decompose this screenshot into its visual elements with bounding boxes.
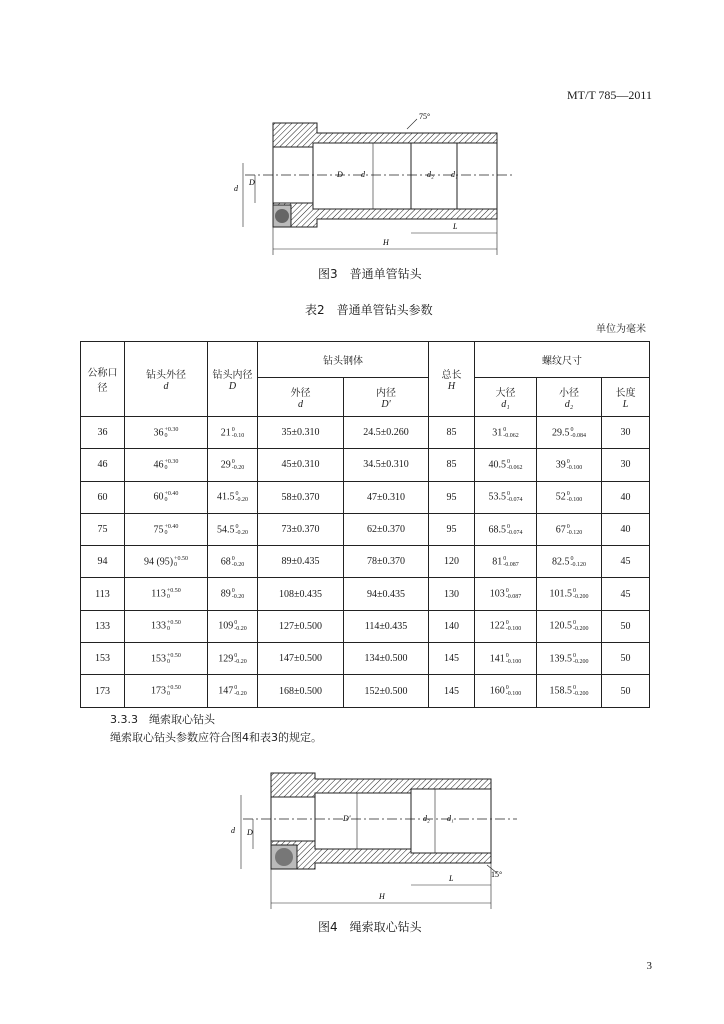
th-bit-od: 钻头外径 d (125, 342, 208, 417)
cell-bit-id-value: 68 (220, 556, 231, 568)
th-bit-id: 钻头内径 D (208, 342, 258, 417)
cell-total-len: 145 (429, 675, 475, 707)
cell-bit-od-tolerance: +0.50 0 (174, 555, 189, 568)
cell-bit-od (125, 417, 208, 449)
figure3-caption: 图3 普通单管钻头 (318, 267, 422, 281)
cell-major-tolerance: 0 -0.074 (507, 491, 523, 504)
cell-nominal: 60 (81, 481, 125, 513)
cell-minor-tolerance: 0 -0.200 (573, 588, 589, 601)
cell-body-od: 108±0.435 (258, 578, 344, 610)
table-row (81, 417, 650, 449)
cell-major (475, 481, 537, 513)
cell-bit-od-value: 173 (151, 685, 167, 697)
cell-length: 30 (602, 449, 650, 481)
cell-bit-od (125, 481, 208, 513)
th-body-id: 内径 D' (344, 378, 429, 417)
cell-bit-od-tolerance: +0.50 0 (166, 588, 181, 601)
fig3-label-d: d (361, 170, 365, 179)
fig3-label-H: H (383, 238, 389, 247)
table-row (81, 675, 650, 707)
table2 (80, 341, 650, 708)
cell-bit-id (208, 610, 258, 642)
cell-bit-id (208, 675, 258, 707)
table-row (81, 610, 650, 642)
cell-total-len: 95 (429, 481, 475, 513)
th-body: 钻头钢体 (258, 342, 429, 378)
cell-bit-od-value: 46 (153, 459, 164, 471)
cell-body-od: 45±0.310 (258, 449, 344, 481)
cell-bit-od-value: 60 (153, 491, 164, 503)
th-nominal: 公称口径 (81, 342, 125, 417)
section-heading: 3.3.3 绳索取心钻头 (110, 713, 215, 726)
cell-major-value: 160 (489, 685, 505, 697)
fig4-label-d: d (231, 826, 235, 835)
fig4-label-D: D (247, 828, 253, 837)
cell-body-id: 114±0.435 (344, 610, 429, 642)
cell-length: 40 (602, 513, 650, 545)
fig3-label-D-left: D (249, 178, 255, 187)
cell-length: 50 (602, 610, 650, 642)
cell-body-id: 134±0.500 (344, 643, 429, 675)
fig3-bottom-wall (273, 203, 497, 227)
cell-nominal: 46 (81, 449, 125, 481)
standard-code: MT/T 785—2011 (566, 88, 652, 102)
cell-minor-value: 52 (555, 491, 566, 503)
cell-major-value: 68.5 (488, 523, 506, 535)
table-row (81, 449, 650, 481)
cell-body-od: 147±0.500 (258, 643, 344, 675)
cell-bit-od (125, 675, 208, 707)
page-number: 3 (646, 960, 652, 972)
cell-body-id: 62±0.370 (344, 513, 429, 545)
th-total-len: 总长 H (429, 342, 475, 417)
cell-minor-tolerance: 0 -0.200 (573, 620, 589, 633)
fig4-label-D-inner: D' (343, 814, 351, 823)
section-body: 绳索取心钻头参数应符合图4和表3的规定。 (110, 731, 322, 744)
cell-nominal: 94 (81, 546, 125, 578)
cell-nominal: 133 (81, 610, 125, 642)
cell-major (475, 578, 537, 610)
table-row (81, 481, 650, 513)
cell-bit-od-tolerance: +0.30 0 (164, 426, 179, 439)
cell-major-value: 81 (492, 556, 503, 568)
cell-nominal: 75 (81, 513, 125, 545)
cell-minor-value: 139.5 (549, 653, 572, 665)
cell-bit-id (208, 643, 258, 675)
cell-body-id: 34.5±0.310 (344, 449, 429, 481)
th-length: 长度 L (602, 378, 650, 417)
fig3-top-wall (273, 123, 497, 147)
cell-bit-od-value: 36 (153, 426, 164, 438)
cell-length: 50 (602, 643, 650, 675)
cell-bit-id (208, 513, 258, 545)
cell-major (475, 417, 537, 449)
cell-bit-id (208, 578, 258, 610)
cell-minor-tolerance: 0 -0.200 (573, 652, 589, 665)
table2-unit: 单位为毫米 (596, 324, 646, 335)
table-row (81, 546, 650, 578)
th-thread: 螺纹尺寸 (475, 342, 650, 378)
cell-bit-id-tolerance: 0 -0.20 (234, 685, 247, 698)
cell-major-tolerance: 0 -0.087 (503, 555, 519, 568)
cell-body-od: 58±0.370 (258, 481, 344, 513)
cell-minor-value: 158.5 (549, 685, 572, 697)
cell-total-len: 95 (429, 513, 475, 545)
cell-body-od: 89±0.435 (258, 546, 344, 578)
cell-bit-od-tolerance: +0.40 0 (164, 491, 179, 504)
cell-major (475, 449, 537, 481)
cell-minor-value: 67 (555, 523, 566, 535)
cell-major-tolerance: 0 -0.062 (507, 458, 523, 471)
cell-length: 50 (602, 675, 650, 707)
cell-minor (537, 513, 602, 545)
cell-bit-id-value: 109 (218, 620, 234, 632)
cell-bit-id-value: 41.5 (217, 491, 235, 503)
cell-bit-od-tolerance: +0.50 0 (167, 685, 181, 698)
cell-total-len: 140 (429, 610, 475, 642)
cell-bit-od-value: 133 (151, 620, 167, 632)
cell-major-value: 53.5 (488, 491, 506, 503)
cell-minor-tolerance: 0 -0.120 (566, 523, 583, 536)
cell-body-id: 94±0.435 (344, 578, 429, 610)
cell-bit-id (208, 417, 258, 449)
cell-major (475, 546, 537, 578)
cell-bit-id (208, 546, 258, 578)
cell-bit-id-value: 21 (220, 426, 231, 438)
cell-nominal: 36 (81, 417, 125, 449)
th-body-od: 外径 d (258, 378, 344, 417)
cell-major-value: 40.5 (488, 459, 506, 471)
cell-bit-id-tolerance: 0 -0.20 (234, 652, 247, 665)
cell-minor (537, 675, 602, 707)
cell-bit-id-tolerance: 0 -0.10 (231, 426, 245, 439)
figure4-drawing (225, 765, 525, 915)
cell-length: 45 (602, 546, 650, 578)
cell-body-od: 168±0.500 (258, 675, 344, 707)
cell-minor (537, 578, 602, 610)
cell-major-tolerance: 0 -0.074 (507, 523, 523, 536)
cell-minor (537, 417, 602, 449)
cell-body-od: 73±0.370 (258, 513, 344, 545)
cell-bit-od (125, 513, 208, 545)
cell-minor-value: 29.5 (552, 426, 570, 438)
cell-major-tolerance: 0 -0.100 (505, 652, 522, 665)
cell-bit-id-tolerance: 0 -0.20 (231, 458, 245, 471)
cell-total-len: 85 (429, 417, 475, 449)
cell-body-id: 47±0.310 (344, 481, 429, 513)
fig4-label-angle: 15° (491, 870, 503, 879)
cell-length: 45 (602, 578, 650, 610)
cell-bit-id-value: 129 (218, 653, 234, 665)
cell-bit-od-value: 153 (151, 653, 167, 665)
cell-major-value: 141 (489, 653, 505, 665)
cell-bit-id-tolerance: 0 -0.20 (235, 523, 248, 536)
fig4-label-d1: d₁ (447, 814, 454, 823)
cell-bit-od-value: 94 (95) (143, 556, 174, 568)
cell-body-id: 78±0.370 (344, 546, 429, 578)
cell-major-tolerance: 0 -0.100 (505, 620, 522, 633)
cell-minor-tolerance: 0 -0.200 (573, 685, 589, 698)
cell-minor (537, 449, 602, 481)
fig4-label-H: H (379, 892, 385, 901)
cell-major (475, 643, 537, 675)
cell-minor-value: 101.5 (549, 588, 572, 600)
cell-minor-value: 82.5 (552, 556, 570, 568)
cell-bit-od (125, 449, 208, 481)
cell-minor (537, 481, 602, 513)
cell-minor-value: 39 (555, 459, 566, 471)
fig4-top-wall (271, 773, 491, 797)
cell-bit-id-tolerance: 0 -0.20 (231, 588, 245, 601)
cell-nominal: 113 (81, 578, 125, 610)
fig3-label-d1: d₁ (451, 170, 458, 179)
fig3-label-d2: d₂ (427, 170, 434, 179)
fig3-label-d-left: d (234, 184, 238, 193)
table-row (81, 513, 650, 545)
cell-major-tolerance: 0 -0.062 (503, 426, 519, 439)
cell-minor-tolerance: 0 -0.084 (570, 426, 586, 439)
cell-bit-od-value: 113 (151, 588, 166, 600)
cell-major-value: 103 (489, 588, 505, 600)
cell-minor-tolerance: 0 -0.100 (566, 491, 583, 504)
cell-body-od: 35±0.310 (258, 417, 344, 449)
cell-body-od: 127±0.500 (258, 610, 344, 642)
cell-bit-id-tolerance: 0 -0.20 (234, 620, 247, 633)
cell-nominal: 153 (81, 643, 125, 675)
cell-bit-id-value: 89 (220, 588, 231, 600)
th-major: 大径 d₁ (475, 378, 537, 417)
cell-bit-od-tolerance: +0.40 0 (164, 523, 179, 536)
cell-total-len: 145 (429, 643, 475, 675)
cell-total-len: 120 (429, 546, 475, 578)
cell-bit-id-tolerance: 0 -0.20 (235, 491, 248, 504)
fig4-label-L: L (449, 874, 454, 883)
fig4-label-d2: d₂ (423, 814, 430, 823)
cell-major (475, 675, 537, 707)
cell-total-len: 130 (429, 578, 475, 610)
cell-major (475, 513, 537, 545)
cell-bit-od (125, 578, 208, 610)
cell-bit-id-tolerance: 0 -0.20 (231, 555, 245, 568)
cell-body-id: 24.5±0.260 (344, 417, 429, 449)
th-minor: 小径 d₂ (537, 378, 602, 417)
cell-minor-value: 120.5 (549, 620, 572, 632)
cell-bit-od (125, 546, 208, 578)
cell-minor-tolerance: 0 -0.100 (566, 458, 583, 471)
cell-bit-od-tolerance: +0.50 0 (167, 652, 181, 665)
table2-title: 表2 普通单管钻头参数 (305, 303, 433, 317)
cell-body-id: 152±0.500 (344, 675, 429, 707)
cell-major-value: 31 (492, 426, 503, 438)
fig3-label-angle: 75° (419, 112, 431, 121)
cell-nominal: 173 (81, 675, 125, 707)
cell-total-len: 85 (429, 449, 475, 481)
cell-major-tolerance: 0 -0.087 (505, 588, 522, 601)
cell-major (475, 610, 537, 642)
cell-bit-id-value: 147 (218, 685, 234, 697)
cell-minor (537, 643, 602, 675)
cell-bit-id (208, 449, 258, 481)
cell-minor-tolerance: 0 -0.120 (570, 555, 586, 568)
fig4-bottom-wall (271, 841, 491, 869)
cell-bit-od-tolerance: +0.50 0 (167, 620, 181, 633)
cell-bit-id (208, 481, 258, 513)
cell-bit-od-tolerance: +0.30 0 (164, 458, 179, 471)
cell-minor (537, 610, 602, 642)
cell-bit-od-value: 75 (153, 523, 164, 535)
fig3-label-D-inner: D (337, 170, 343, 179)
figure4-caption: 图4 绳索取心钻头 (318, 920, 422, 934)
cell-major-tolerance: 0 -0.100 (505, 685, 522, 698)
cell-major-value: 122 (489, 620, 505, 632)
cell-length: 40 (602, 481, 650, 513)
figure3-drawing (225, 105, 525, 263)
cell-minor (537, 546, 602, 578)
cell-length: 30 (602, 417, 650, 449)
cell-bit-od (125, 643, 208, 675)
cell-bit-id-value: 54.5 (217, 523, 235, 535)
cell-bit-id-value: 29 (220, 459, 231, 471)
table-row (81, 578, 650, 610)
fig3-label-L: L (453, 222, 458, 231)
cell-bit-od (125, 610, 208, 642)
table-row (81, 643, 650, 675)
